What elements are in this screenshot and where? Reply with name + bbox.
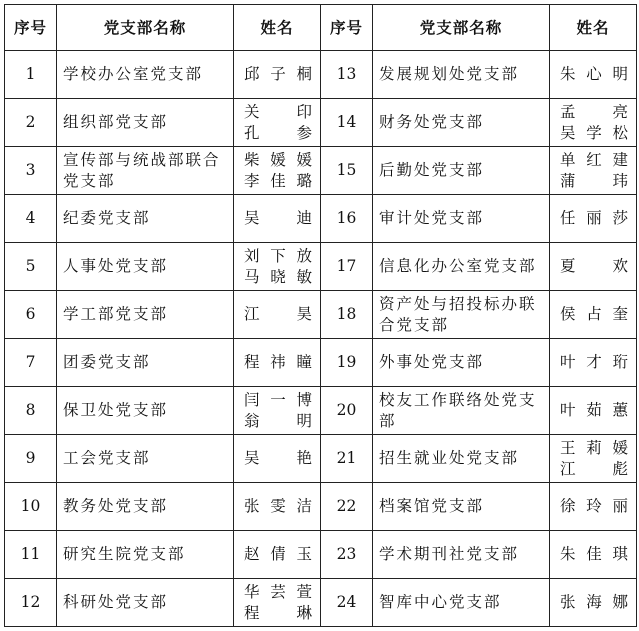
branch-name-left: 研究生院党支部 [57,531,234,579]
member-names-left [234,339,321,387]
member-names-right [550,339,637,387]
row-number-left: 2 [5,99,57,147]
table-row [5,531,637,579]
row-number-right: 22 [321,483,373,531]
row-number-left: 5 [5,243,57,291]
header-cell-no-right: 序号 [321,5,373,51]
member-name: 闫一博 [244,390,312,409]
member-name: 夏 欢 [560,257,628,275]
member-name: 张雯洁 [244,497,312,515]
member-name: 李佳璐 [244,171,312,190]
member-name: 叶茹蕙 [560,401,628,419]
branch-name-left: 学校办公室党支部 [57,51,234,99]
member-names-left [234,99,321,147]
member-name: 马晓敏 [244,267,312,286]
table-row [5,483,637,531]
branch-name-left: 工会党支部 [57,435,234,483]
branch-name-left: 纪委党支部 [57,195,234,243]
branch-name-right: 发展规划处党支部 [373,51,550,99]
member-names-right [550,531,637,579]
branch-name-left: 科研处党支部 [57,579,234,627]
member-names-left [234,243,321,291]
member-name: 单红建 [560,150,628,169]
row-number-left: 10 [5,483,57,531]
member-name: 朱佳琪 [560,545,628,563]
member-names-left [234,483,321,531]
row-number-right: 14 [321,99,373,147]
branch-name-right: 校友工作联络处党支部 [373,387,550,435]
row-number-right: 18 [321,291,373,339]
table-row [5,195,637,243]
member-name: 刘下放 [244,246,312,265]
row-number-left: 6 [5,291,57,339]
row-number-right: 24 [321,579,373,627]
branch-table [4,4,637,627]
branch-name-right: 外事处党支部 [373,339,550,387]
member-names-right [550,195,637,243]
member-name: 孔 参 [244,123,312,142]
member-name: 程 琳 [244,603,312,622]
member-name: 翁 明 [244,411,312,430]
member-name: 关 印 [244,102,312,121]
member-names-right [550,51,637,99]
member-name: 蒲 玮 [560,171,628,190]
row-number-right: 17 [321,243,373,291]
member-names-right [550,579,637,627]
table-row [5,291,637,339]
member-name: 朱心明 [560,65,628,83]
row-number-right: 23 [321,531,373,579]
table-row [5,243,637,291]
branch-name-right: 审计处党支部 [373,195,550,243]
branch-name-left: 保卫处党支部 [57,387,234,435]
member-names-left [234,531,321,579]
row-number-right: 21 [321,435,373,483]
branch-name-right: 信息化办公室党支部 [373,243,550,291]
member-name: 吴学松 [560,123,628,142]
table-row [5,387,637,435]
table-body [5,51,637,627]
member-names-right [550,243,637,291]
member-name: 程祎瞳 [244,353,312,371]
branch-name-right: 资产处与招投标办联合党支部 [373,291,550,339]
branch-name-left: 团委党支部 [57,339,234,387]
header-cell-name-right: 姓名 [550,5,637,51]
member-name: 江 彪 [560,459,628,478]
member-name: 孟 亮 [560,102,628,121]
table-header-row [5,5,637,51]
branch-name-right: 招生就业处党支部 [373,435,550,483]
table-row [5,99,637,147]
member-names-left [234,387,321,435]
header-cell-name-left: 姓名 [234,5,321,51]
member-name: 吴 迪 [244,209,312,227]
member-names-left [234,51,321,99]
header-cell-branch-right: 党支部名称 [373,5,550,51]
member-names-right [550,99,637,147]
branch-name-left: 教务处党支部 [57,483,234,531]
member-name: 张海娜 [560,593,628,611]
branch-name-right: 学术期刊社党支部 [373,531,550,579]
member-name: 徐玲丽 [560,497,628,515]
member-name: 叶才珩 [560,353,628,371]
row-number-left: 9 [5,435,57,483]
table-row [5,435,637,483]
row-number-right: 13 [321,51,373,99]
row-number-left: 7 [5,339,57,387]
row-number-left: 11 [5,531,57,579]
header-cell-no-left: 序号 [5,5,57,51]
header-cell-branch-left: 党支部名称 [57,5,234,51]
member-name: 邱子桐 [244,65,312,83]
table-row [5,51,637,99]
row-number-right: 15 [321,147,373,195]
branch-name-right: 档案馆党支部 [373,483,550,531]
branch-name-right: 后勤处党支部 [373,147,550,195]
row-number-left: 4 [5,195,57,243]
member-names-right [550,435,637,483]
branch-name-right: 智库中心党支部 [373,579,550,627]
branch-name-left: 学工部党支部 [57,291,234,339]
table-row [5,579,637,627]
member-names-left [234,435,321,483]
member-name: 吴 艳 [244,449,312,467]
member-name: 华芸萱 [244,582,312,601]
member-names-right [550,291,637,339]
member-name: 江 昊 [244,305,312,323]
row-number-right: 20 [321,387,373,435]
member-name: 赵倩玉 [244,545,312,563]
row-number-left: 3 [5,147,57,195]
row-number-right: 16 [321,195,373,243]
row-number-left: 8 [5,387,57,435]
member-name: 柴媛媛 [244,150,312,169]
member-names-right [550,387,637,435]
member-names-left [234,147,321,195]
row-number-left: 12 [5,579,57,627]
branch-name-left: 宣传部与统战部联合党支部 [57,147,234,195]
branch-name-right: 财务处党支部 [373,99,550,147]
member-name: 王莉媛 [560,438,628,457]
member-names-left [234,291,321,339]
member-names-right [550,147,637,195]
row-number-right: 19 [321,339,373,387]
member-names-right [550,483,637,531]
member-name: 侯占奎 [560,305,628,323]
branch-name-left: 组织部党支部 [57,99,234,147]
table-row [5,147,637,195]
member-names-left [234,579,321,627]
branch-name-left: 人事处党支部 [57,243,234,291]
row-number-left: 1 [5,51,57,99]
table-row [5,339,637,387]
member-name: 任丽莎 [560,209,628,227]
member-names-left [234,195,321,243]
